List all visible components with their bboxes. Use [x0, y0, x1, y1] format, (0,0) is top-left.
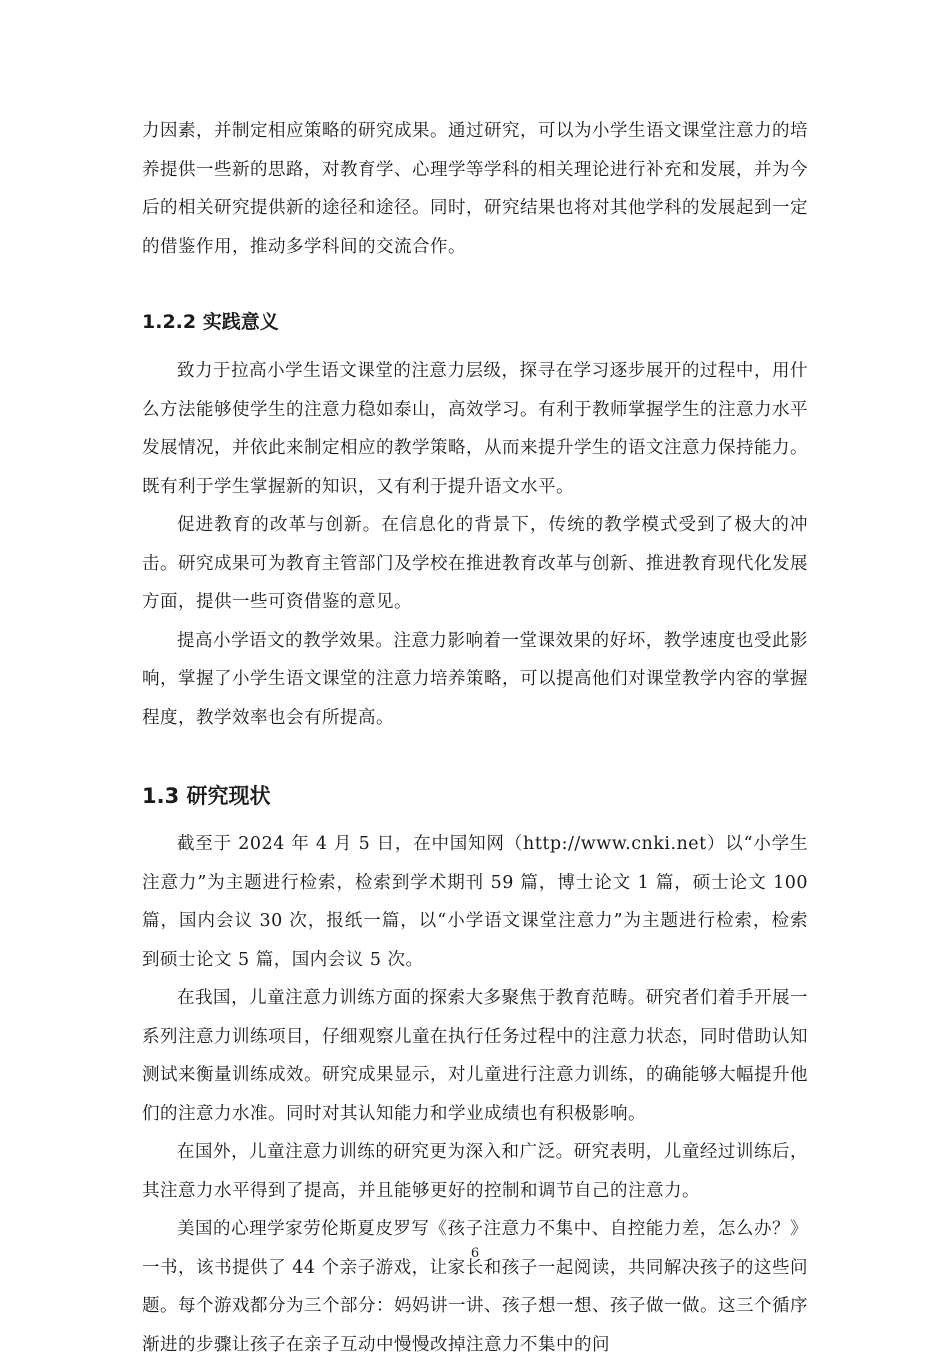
body-paragraph: 美国的心理学家劳伦斯夏皮罗写《孩子注意力不集中、自控能力差，怎么办？》一书，该书提供了 44 个亲子游戏，让家长和孩子一起阅读，共同解决孩子的这些问题。每个游戏都分为三个部分：妈妈讲一讲、孩子想一想、孩子做一做。这三个循序渐进的步骤让孩子在亲子互动中慢慢改掉注意力不集中的问: [142, 1219, 808, 1355]
body-paragraph: 在我国，儿童注意力训练方面的探索大多聚焦于教育范畴。研究者们着手开展一系列注意力训练项目，仔细观察儿童在执行任务过程中的注意力状态，同时借助认知测试来衡量训练成效。研究成果显示，对儿童进行注意力训练，的确能够大幅提升他们的注意力水准。同时对其认知能力和学业成绩也有积极影响。: [142, 988, 808, 1124]
body-paragraph: 提高小学语文的教学效果。注意力影响着一堂课效果的好坏，教学速度也受此影响，掌握了小学生语文课堂的注意力培养策略，可以提高他们对课堂教学内容的掌握程度，教学效率也会有所提高。: [142, 630, 808, 728]
body-paragraph: 截至于 2024 年 4 月 5 日，在中国知网（http://www.cnki.net）以“小学生注意力”为主题进行检索，检索到学术期刊 59 篇，博士论文 1 篇，硕士论文 100 篇，国内会议 30 次，报纸一篇，以“小学语文课堂注意力”为主题进行检索，检索到硕士论文 5 篇，国内会议 5 次。: [142, 834, 808, 970]
document-page: [142, 112, 808, 1364]
section-heading-1-3: 1.3 研究现状: [142, 784, 271, 808]
body-paragraph: 力因素，并制定相应策略的研究成果。通过研究，可以为小学生语文课堂注意力的培养提供一些新的思路，对教育学、心理学等学科的相关理论进行补充和发展，并为今后的相关研究提供新的途径和途径。同时，研究结果也将对其他学科的发展起到一定的借鉴作用，推动多学科间的交流合作。: [142, 121, 808, 257]
body-paragraph: 致力于拉高小学生语文课堂的注意力层级，探寻在学习逐步展开的过程中，用什么方法能够使学生的注意力稳如泰山，高效学习。有利于教师掌握学生的注意力水平发展情况，并依此来制定相应的教学策略，从而来提升学生的语文注意力保持能力。既有利于学生掌握新的知识，又有利于提升语文水平。: [142, 361, 808, 497]
section-heading-1-2-2: 1.2.2 实践意义: [142, 311, 279, 333]
body-paragraph: 促进教育的改革与创新。在信息化的背景下，传统的教学模式受到了极大的冲击。研究成果可为教育主管部门及学校在推进教育改革与创新、推进教育现代化发展方面，提供一些可资借鉴的意见。: [142, 515, 808, 612]
page-number: 6: [470, 1246, 480, 1261]
body-paragraph: 在国外，儿童注意力训练的研究更为深入和广泛。研究表明，儿童经过训练后，其注意力水平得到了提高，并且能够更好的控制和调节自己的注意力。: [142, 1142, 808, 1201]
